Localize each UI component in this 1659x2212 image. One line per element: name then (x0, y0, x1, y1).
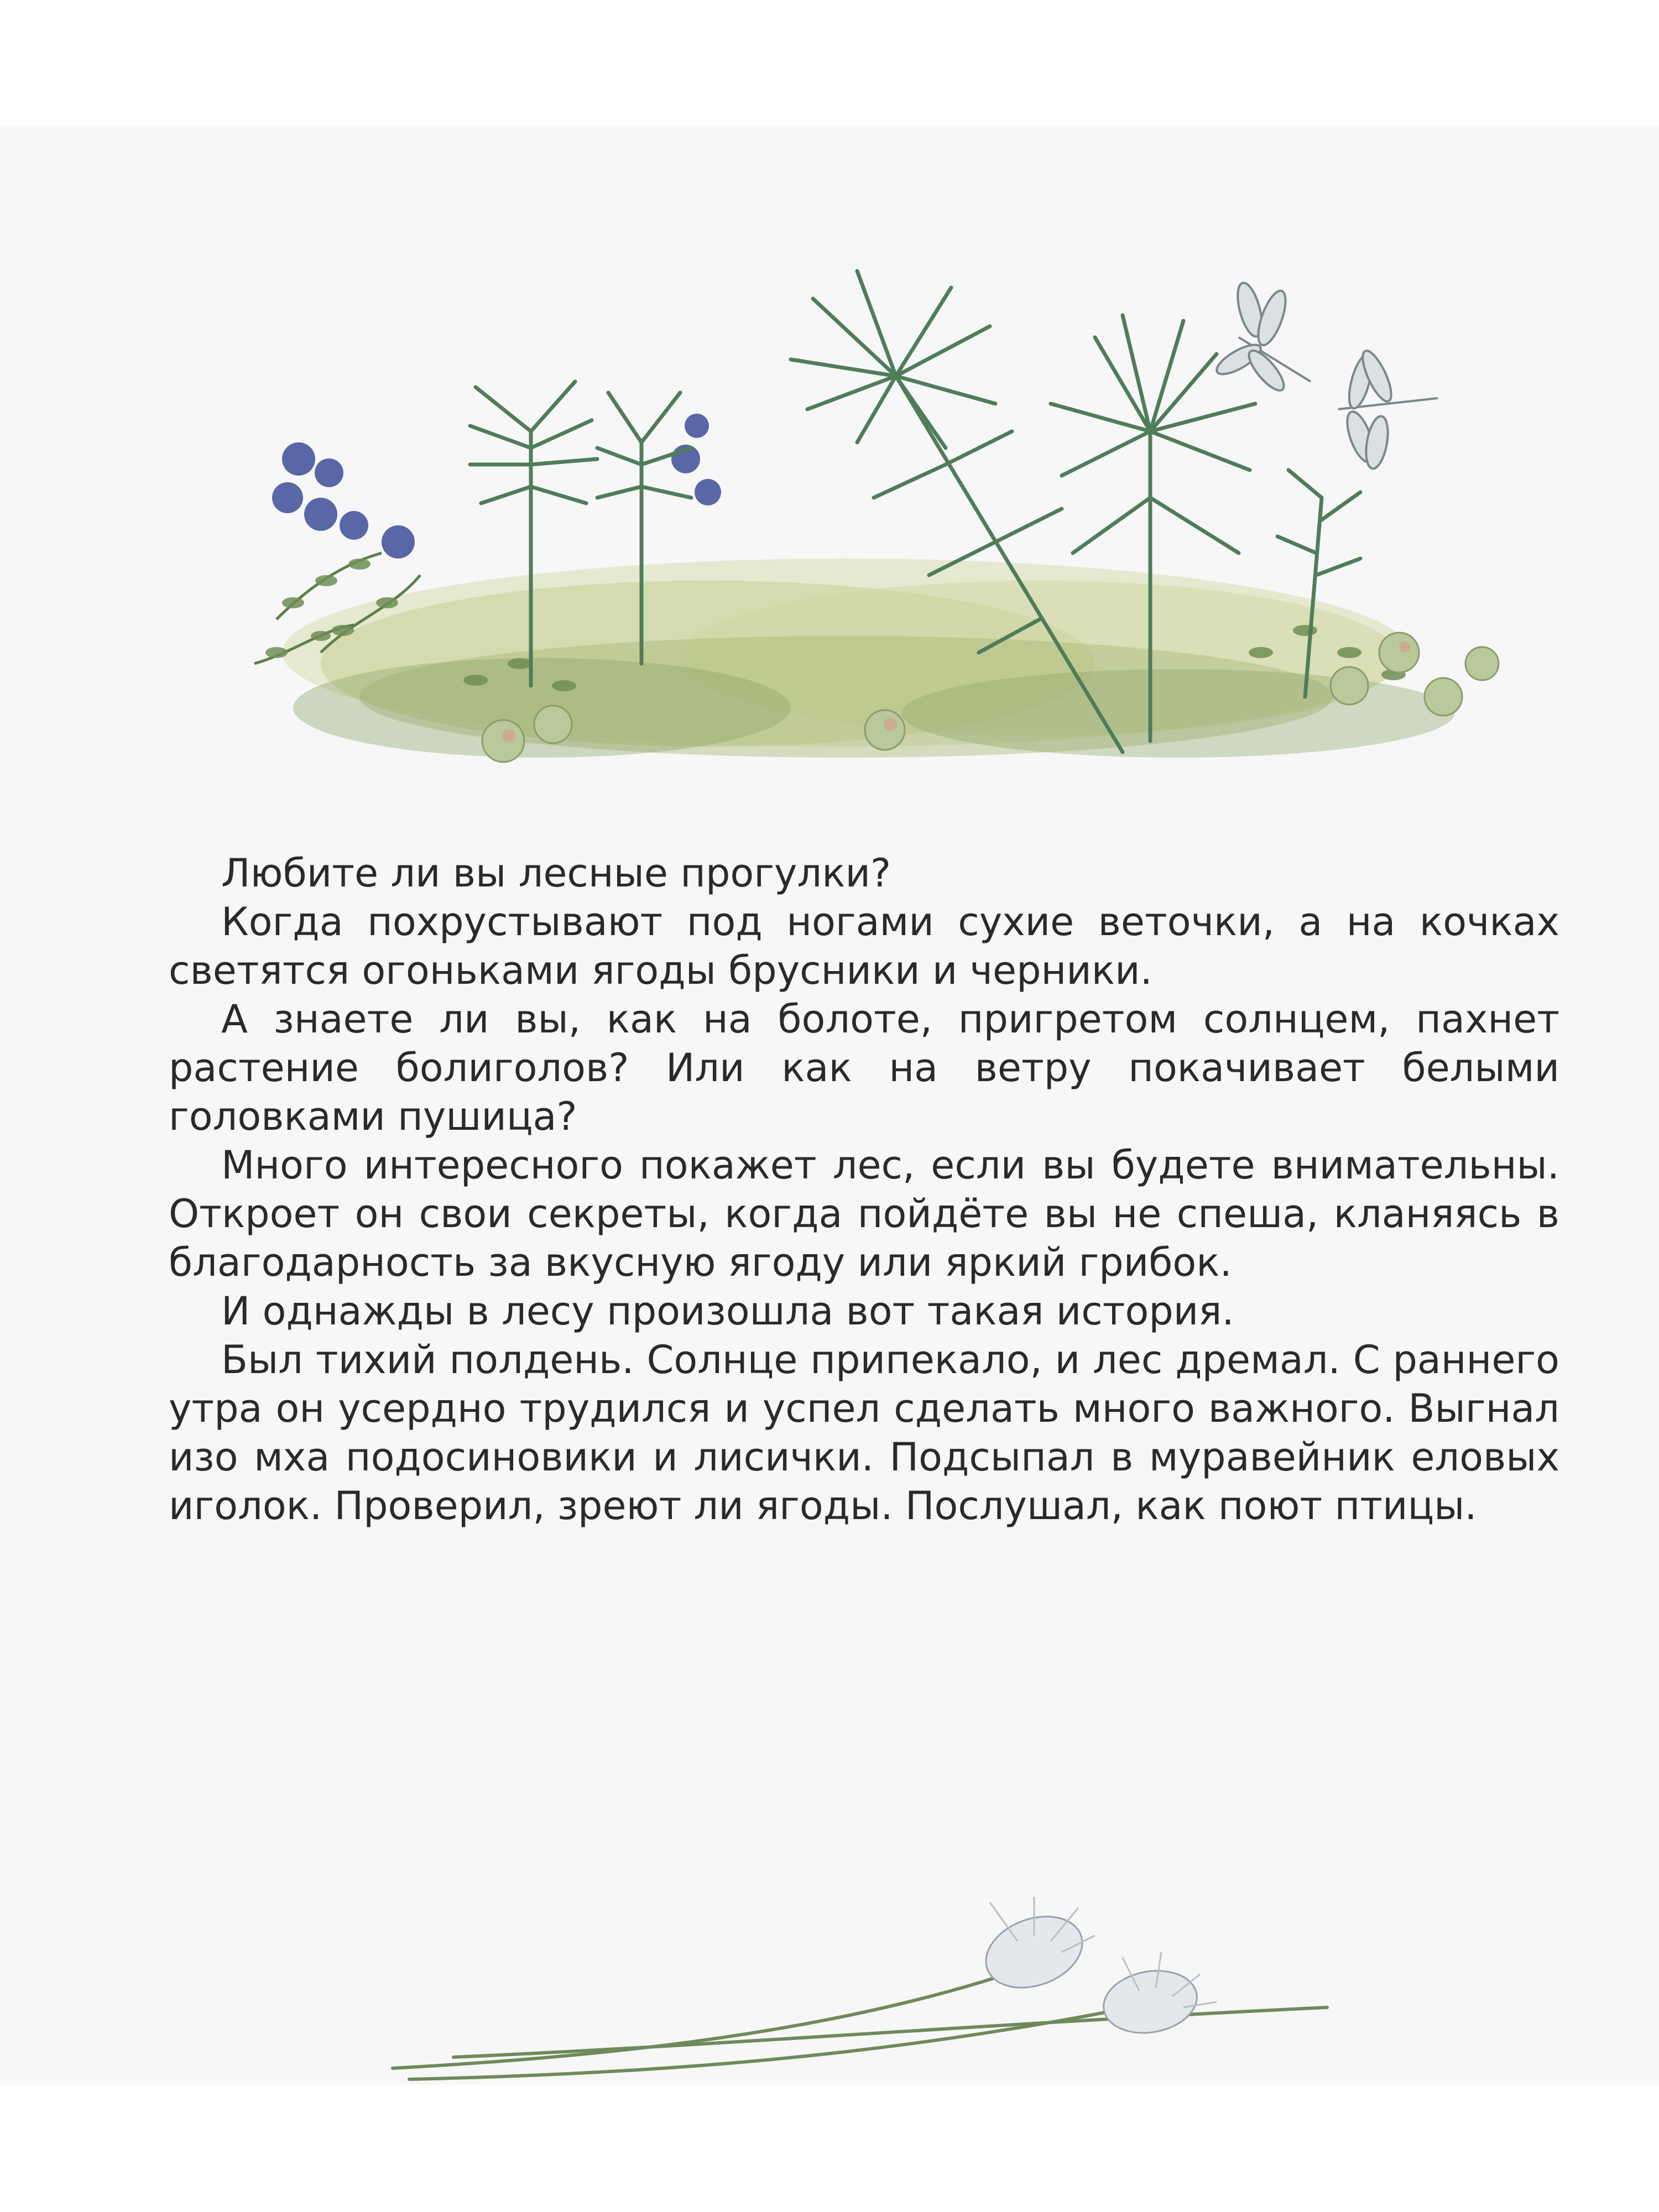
paragraph-3: А знаете ли вы, как на болоте, пригретом солнцем, пахнет растение болиголов? Или как на ветру покачивает белыми головками пушица? (169, 997, 1559, 1139)
paragraph-6: Был тихий полдень. Солнце припекало, и лес дремал. С раннего утра он усердно трудился и успел сделать много важного. Выгнал изо мха подосиновики и лисички. Подсыпал в муравейник еловых иголок. Проверил, зреют ли ягоды. Послушал, как поют птицы. (169, 1337, 1559, 1528)
cottongrass-illustration (376, 1891, 1371, 2090)
paragraph-1: Любите ли вы лесные прогулки? (221, 851, 891, 896)
story-text (169, 849, 1559, 1530)
dragonfly-1 (1213, 280, 1311, 395)
forest-moss-illustration (210, 265, 1537, 796)
dragonflies (1213, 280, 1438, 470)
dragonfly-2 (1338, 347, 1438, 470)
paragraph-5: И однажды в лесу произошла вот такая история. (221, 1288, 1234, 1334)
paragraph-4: Много интересного покажет лес, если вы будете внимательны. Откроет он свои секреты, когда пойдёте вы не спеша, кланяясь в благодарность за вкусную ягоду или яркий грибок. (169, 1142, 1559, 1285)
paragraph-2: Когда похрустывают под ногами сухие веточки, а на кочках светятся огоньками ягоды брусники и черники. (169, 899, 1559, 993)
